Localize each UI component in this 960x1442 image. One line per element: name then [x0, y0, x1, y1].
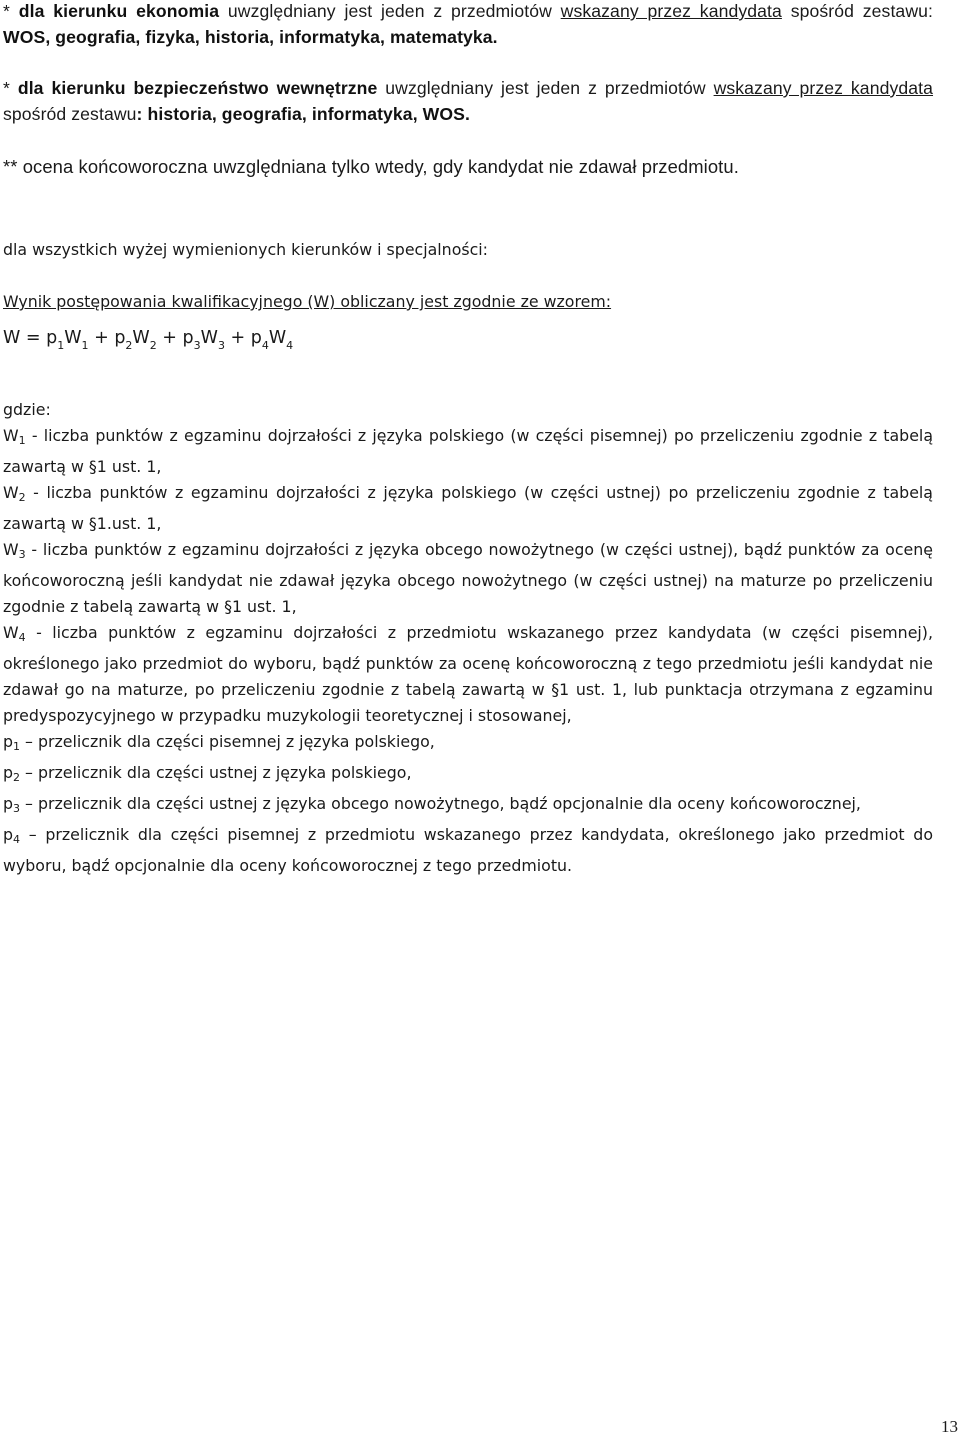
definition-item: $p_1$ – przelicznik dla części pisemnej z języka polskiego, — [3, 732, 435, 753]
footnote-ocena: ** ocena końcoworoczna uwzględniana tylko wtedy, gdy kandydat nie zdawał przedmiotu. — [3, 156, 739, 177]
footnote-bold-subjects: WOS, geografia, fizyka, historia, informatyka, matematyka. — [3, 27, 498, 47]
page-number: 13 — [941, 1417, 958, 1436]
section-heading-wynik: Wynik postępowania kwalifikacyjnego (W) obliczany jest zgodnie ze wzorem: — [3, 292, 612, 311]
section-heading-all: dla wszystkich wyżej wymienionych kierunków i specjalności: — [3, 240, 488, 259]
footnote-bold-program: dla kierunku bezpieczeństwo wewnętrzne — [17, 78, 378, 98]
footnote-text: spośród zestawu — [3, 104, 137, 124]
definition-item: $W_1$ - liczba punktów z egzaminu dojrzałości z języka polskiego (w części pisemnej) po przeliczeniu zgodnie z tabelą zawartą w §1 ust. 1, — [3, 426, 933, 476]
footnote-bold-program: dla kierunku ekonomia — [18, 1, 220, 21]
footnote-text: spośród zestawu: — [781, 1, 933, 21]
footnote-text: uwzględniany jest jeden z przedmiotów — [377, 78, 714, 98]
definitions-block — [3, 397, 933, 879]
definition-item: $W_3$ - liczba punktów z egzaminu dojrzałości z języka obcego nowożytnego (w części ustnej), bądź punktów za ocenę końcoworoczną jeśli kandydat nie zdawał języka obcego nowożytnego (w części ustnej) na maturze po przeliczeniu zgodnie z tabelą zawartą w §1 ust. 1, — [3, 540, 933, 616]
footnote-underlined: wskazany przez kandydata — [713, 78, 934, 98]
definition-item: $W_2$ - liczba punktów z egzaminu dojrzałości z języka polskiego (w części ustnej) po przeliczeniu zgodnie z tabelą zawartą w §1.ust. 1, — [3, 483, 933, 533]
footnote-underlined: wskazany przez kandydata — [560, 1, 782, 21]
gdzie-label: gdzie: — [3, 400, 51, 419]
footnote-bezpieczenstwo — [3, 75, 933, 127]
definition-item: $p_2$ – przelicznik dla części ustnej z języka polskiego, — [3, 763, 412, 784]
footnote-text: uwzględniany jest jeden z przedmiotów — [219, 1, 561, 21]
footnote-marker: * — [3, 78, 18, 98]
footnote-bold-subjects: : historia, geografia, informatyka, WOS. — [136, 104, 470, 124]
definition-item: $p_3$ – przelicznik dla części ustnej z języka obcego nowożytnego, bądź opcjonalnie dla oceny końcoworocznej, — [3, 794, 861, 815]
definition-item: $W_4$ - liczba punktów z egzaminu dojrzałości z przedmiotu wskazanego przez kandydata (w części pisemnej), określonego jako przedmiot do wyboru, bądź punktów za ocenę końcoworoczną z tego przedmiotu jeśli kandydat nie zdawał go na maturze, po przeliczeniu zgodnie z tabelą zawartą w §1 ust. 1, lub punktacja otrzymana z egzaminu predyspozycyjnego w przypadku muzykologii teoretycznej i stosowanej, — [3, 623, 933, 725]
footnote-marker: * — [3, 1, 19, 21]
formula: $W = p_1W_1 + p_2W_2 + p_3W_3 + p_4W_4$ — [3, 328, 294, 352]
definition-item: $p_4$ – przelicznik dla części pisemnej z przedmiotu wskazanego przez kandydata, określonego jako przedmiot do wyboru, bądź opcjonalnie dla oceny końcoworocznej z tego przedmiotu. — [3, 825, 933, 875]
footnote-ekonomia — [3, 0, 933, 50]
